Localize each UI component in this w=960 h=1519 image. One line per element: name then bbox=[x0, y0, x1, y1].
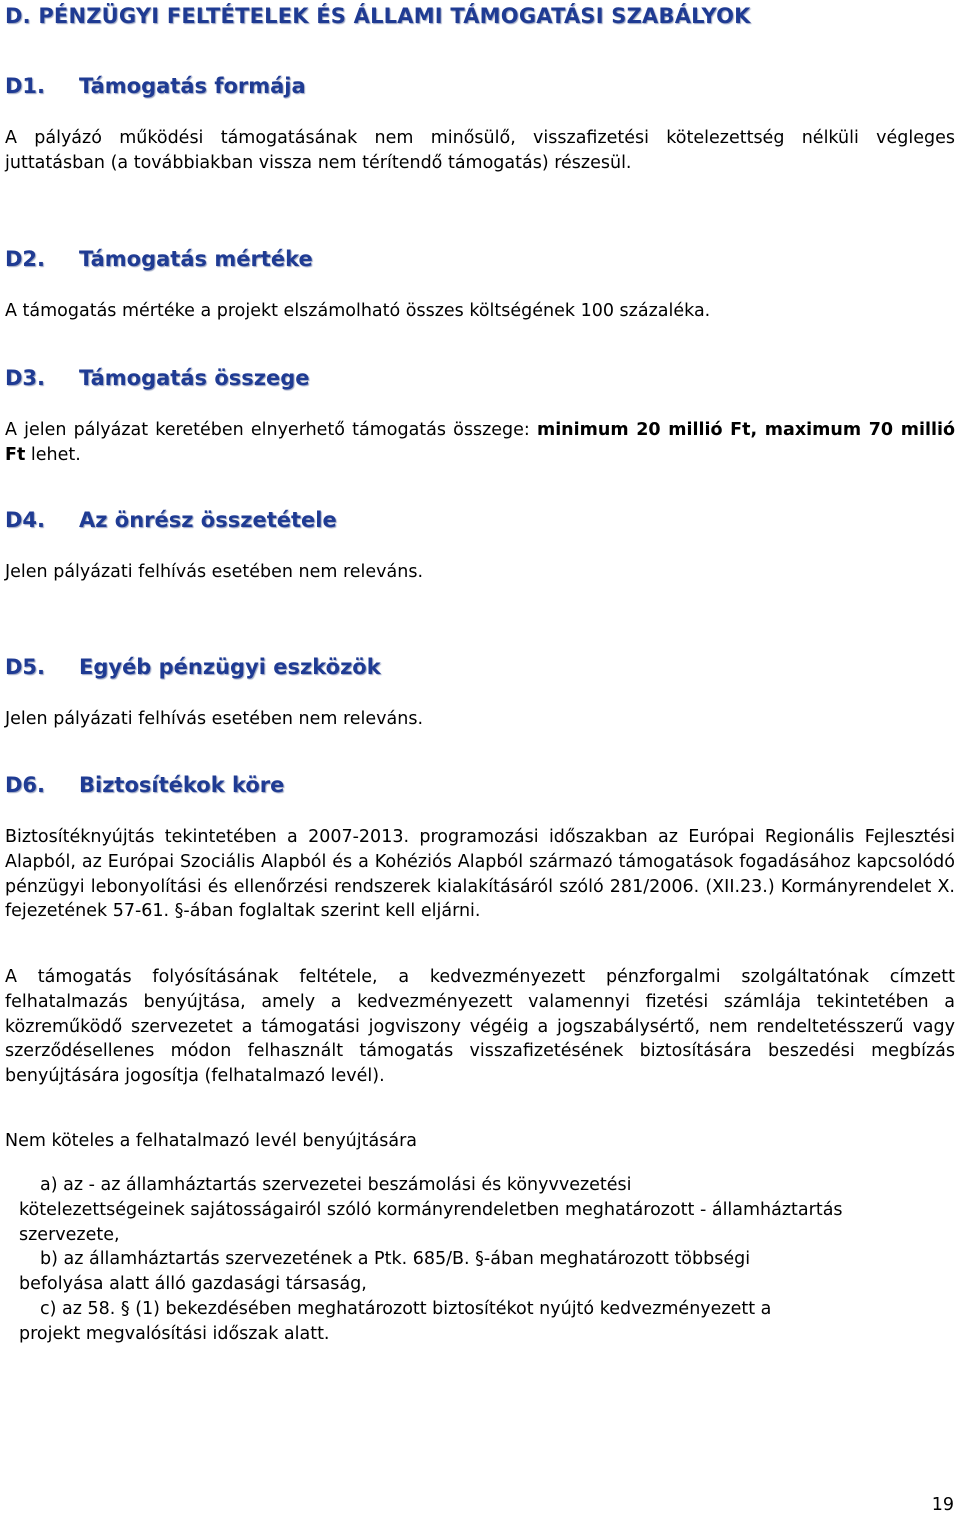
section-heading-d4 bbox=[5, 508, 337, 532]
text-run: A jelen pályázat keretében elnyerhető támogatás összege: bbox=[5, 420, 537, 440]
section-title: Támogatás mértéke bbox=[79, 247, 313, 271]
section-title: Az önrész összetétele bbox=[79, 508, 337, 532]
section-heading-d5 bbox=[5, 655, 381, 679]
section-heading-d6 bbox=[5, 773, 284, 797]
section-number: D5. bbox=[5, 655, 46, 679]
section-d2-text: A támogatás mértéke a projekt elszámolható összes költségének 100 százaléka. bbox=[5, 301, 711, 321]
section-d5-text: Jelen pályázati felhívás esetében nem releváns. bbox=[5, 709, 424, 729]
section-d3-text bbox=[5, 418, 955, 468]
section-d1-text: A pályázó működési támogatásának nem minősülő, visszafizetési kötelezettség nélküli végleges juttatásban (a továbbiakban vissza nem térítendő támogatás) részesül. bbox=[5, 128, 955, 173]
list-item bbox=[19, 1247, 919, 1297]
section-d6-paragraph-3: Nem köteles a felhatalmazó levél benyújtására bbox=[5, 1131, 417, 1151]
exemption-list bbox=[19, 1173, 919, 1347]
document-title: D. PÉNZÜGYI FELTÉTELEK ÉS ÁLLAMI TÁMOGATÁSI SZABÁLYOK bbox=[5, 4, 751, 28]
section-heading-d3 bbox=[5, 366, 310, 390]
section-title: Egyéb pénzügyi eszközök bbox=[79, 655, 381, 679]
section-number: D4. bbox=[5, 508, 46, 532]
section-number: D1. bbox=[5, 74, 46, 98]
section-title: Támogatás formája bbox=[79, 74, 306, 98]
section-number: D3. bbox=[5, 366, 46, 390]
list-item bbox=[19, 1173, 919, 1247]
section-d4-text: Jelen pályázati felhívás esetében nem releváns. bbox=[5, 562, 424, 582]
list-item bbox=[19, 1297, 919, 1347]
list-item-lead: c) az 58. § (1) bekezdésében meghatározott biztosítékot nyújtó kedvezményezett a bbox=[40, 1298, 772, 1319]
section-heading-d2 bbox=[5, 247, 313, 271]
section-d6-paragraph-1: Biztosítéknyújtás tekintetében a 2007-2013. programozási időszakban az Európai Regionális Fejlesztési Alapból, az Európai Szociális Alapból és a Kohéziós Alapból származó támogatások fogadásához kapcsolódó pénzügyi lebonyolítási és ellenőrzési rendszerek kialakításáról szóló 281/2006. (XII.23.) Kormányrendelet X. fejezetének 57-61. §-ában foglaltak szerint kell eljárni. bbox=[5, 827, 955, 922]
list-item-rest: befolyása alatt álló gazdasági társaság, bbox=[19, 1274, 367, 1295]
section-heading-d1 bbox=[5, 74, 306, 98]
section-title: Biztosítékok köre bbox=[79, 773, 285, 797]
text-run: lehet. bbox=[25, 444, 81, 465]
list-item-rest: kötelezettségeinek sajátosságairól szóló kormányrendeletben meghatározott - államháztartás szervezete, bbox=[19, 1199, 843, 1245]
section-number: D6. bbox=[5, 773, 46, 797]
list-item-lead: b) az államháztartás szervezetének a Ptk. 685/B. §-ában meghatározott többségi bbox=[40, 1249, 751, 1270]
section-title: Támogatás összege bbox=[79, 366, 310, 390]
section-number: D2. bbox=[5, 247, 46, 271]
page-number: 19 bbox=[931, 1495, 954, 1515]
amount-range: minimum 20 millió Ft, maximum 70 millió Ft bbox=[5, 420, 955, 465]
section-d6-paragraph-2: A támogatás folyósításának feltétele, a kedvezményezett pénzforgalmi szolgáltatónak címzett felhatalmazás benyújtása, amely a kedvezményezett valamennyi fizetési számlája tekintetében a közreműködő szervezetet a támogatási jogviszony végéig a jogszabálysértő, nem rendeltetésszerű vagy szerződésellenes módon felhasznált támogatás visszafizetésének biztosítására beszedési megbízás benyújtására jogosítja (felhatalmazó levél). bbox=[5, 967, 955, 1087]
list-item-rest: projekt megvalósítási időszak alatt. bbox=[19, 1323, 330, 1344]
list-item-lead: a) az - az államháztartás szervezetei beszámolási és könyvvezetési bbox=[40, 1175, 632, 1195]
